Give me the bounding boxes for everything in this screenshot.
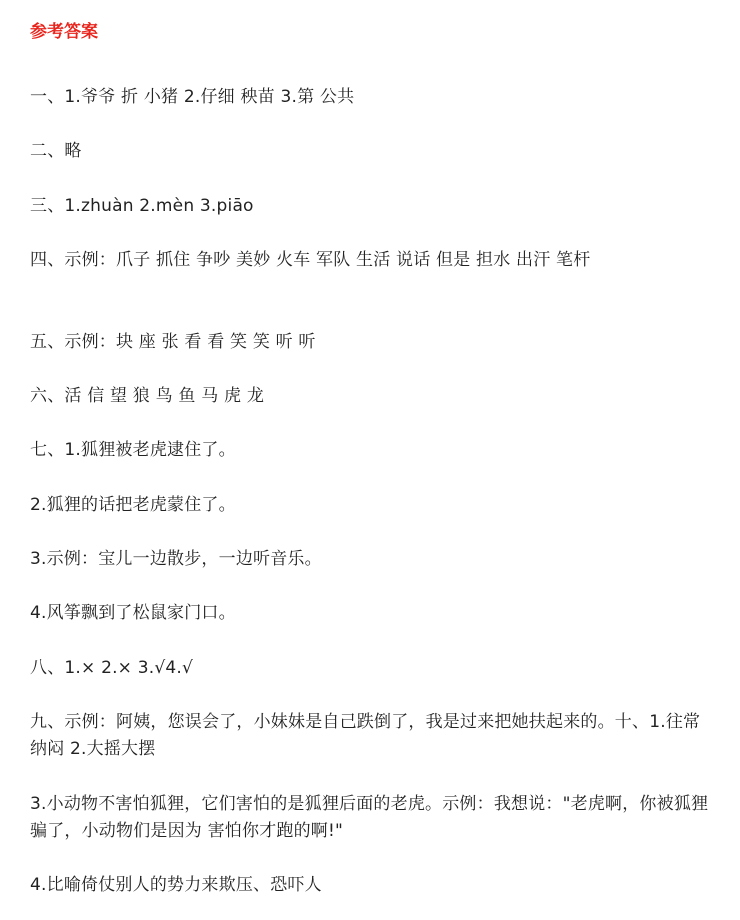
answer-section-6: 六、活 信 望 狼 鸟 鱼 马 虎 龙: [30, 386, 265, 406]
answer-section-9-10: 九、示例：阿姨，您误会了，小妹妹是自己跌倒了，我是过来把她扶起来的。十、1.往常 纳闷 2.大摇大摆: [30, 712, 701, 759]
answer-heading: 参考答案: [30, 22, 98, 42]
answer-section-7-item-3: 3.示例：宝儿一边散步，一边听音乐。: [30, 549, 322, 569]
answer-section-7-item-2: 2.狐狸的话把老虎蒙住了。: [30, 495, 236, 515]
answer-section-10-item-3: 3.小动物不害怕狐狸，它们害怕的是狐狸后面的老虎。示例：我想说："老虎啊，你被狐狸骗了，小动物们是因为 害怕你才跑的啊!": [30, 794, 709, 841]
answer-section-3: 三、1.zhuàn 2.mèn 3.piāo: [30, 196, 254, 216]
answer-section-10-item-4: 4.比喻倚仗别人的势力来欺压、恐吓人: [30, 875, 322, 895]
answer-section-2: 二、略: [30, 141, 82, 161]
answer-section-7-item-1: 七、1.狐狸被老虎逮住了。: [30, 440, 236, 460]
answer-section-7-item-4: 4.风筝飘到了松鼠家门口。: [30, 603, 236, 623]
answer-section-4: 四、示例：爪子 抓住 争吵 美妙 火车 军队 生活 说话 但是 担水 出汗 笔杆: [30, 250, 591, 270]
answer-section-8: 八、1.× 2.× 3.√4.√: [30, 658, 194, 678]
answer-section-1: 一、1.爷爷 折 小猪 2.仔细 秧苗 3.第 公共: [30, 87, 355, 107]
answer-section-5: 五、示例：块 座 张 看 看 笑 笑 听 听: [30, 332, 316, 352]
